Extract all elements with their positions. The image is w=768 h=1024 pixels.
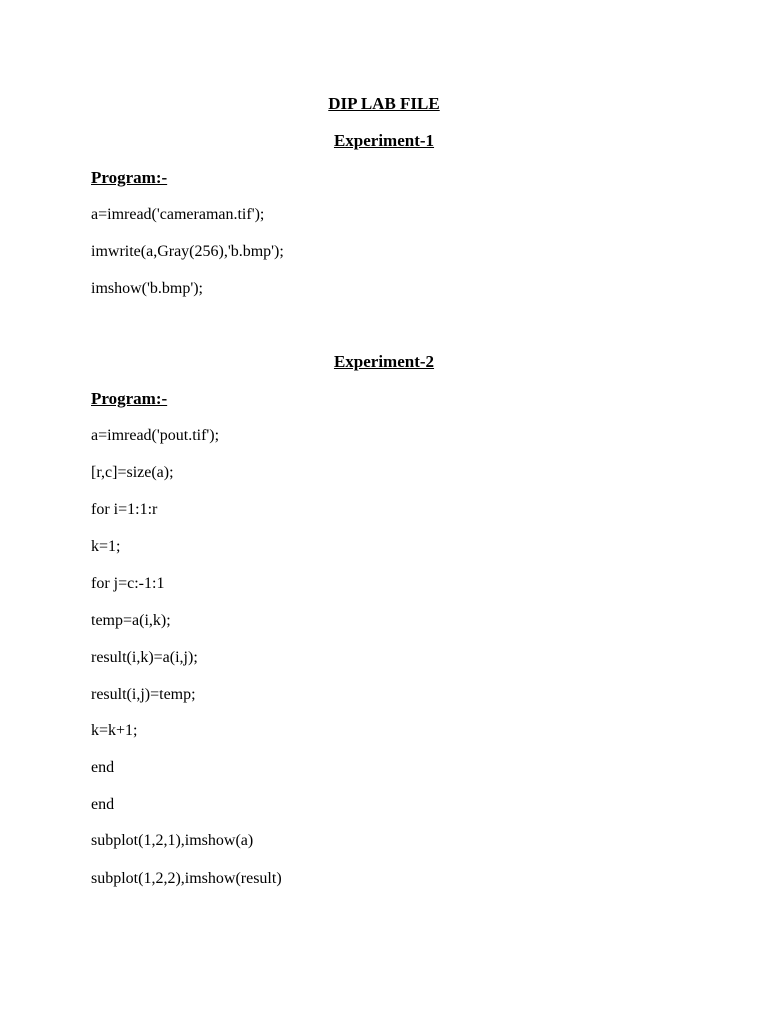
code-line: for j=c:-1:1: [91, 575, 165, 592]
experiment-2-heading: Experiment-2: [333, 352, 435, 371]
code-line: subplot(1,2,2),imshow(result): [91, 870, 282, 887]
code-line: end: [91, 759, 115, 776]
code-line: a=imread('pout.tif');: [91, 427, 220, 444]
code-line: result(i,j)=temp;: [91, 686, 196, 703]
code-line: imwrite(a,Gray(256),'b.bmp');: [91, 243, 284, 260]
code-line: for i=1:1:r: [91, 501, 158, 518]
code-line: k=1;: [91, 538, 121, 555]
experiment-2-program-label: Program:-: [91, 389, 168, 408]
code-line: [r,c]=size(a);: [91, 464, 174, 481]
experiment-1-program-label: Program:-: [91, 168, 168, 187]
code-line: a=imread('cameraman.tif');: [91, 206, 265, 223]
code-line: imshow('b.bmp');: [91, 280, 203, 297]
code-line: result(i,k)=a(i,j);: [91, 649, 198, 666]
document-title: DIP LAB FILE: [328, 94, 440, 113]
code-line: end: [91, 796, 115, 813]
experiment-1-heading: Experiment-1: [333, 131, 435, 150]
code-line: k=k+1;: [91, 722, 138, 739]
code-line: temp=a(i,k);: [91, 612, 171, 629]
code-line: subplot(1,2,1),imshow(a): [91, 832, 254, 849]
